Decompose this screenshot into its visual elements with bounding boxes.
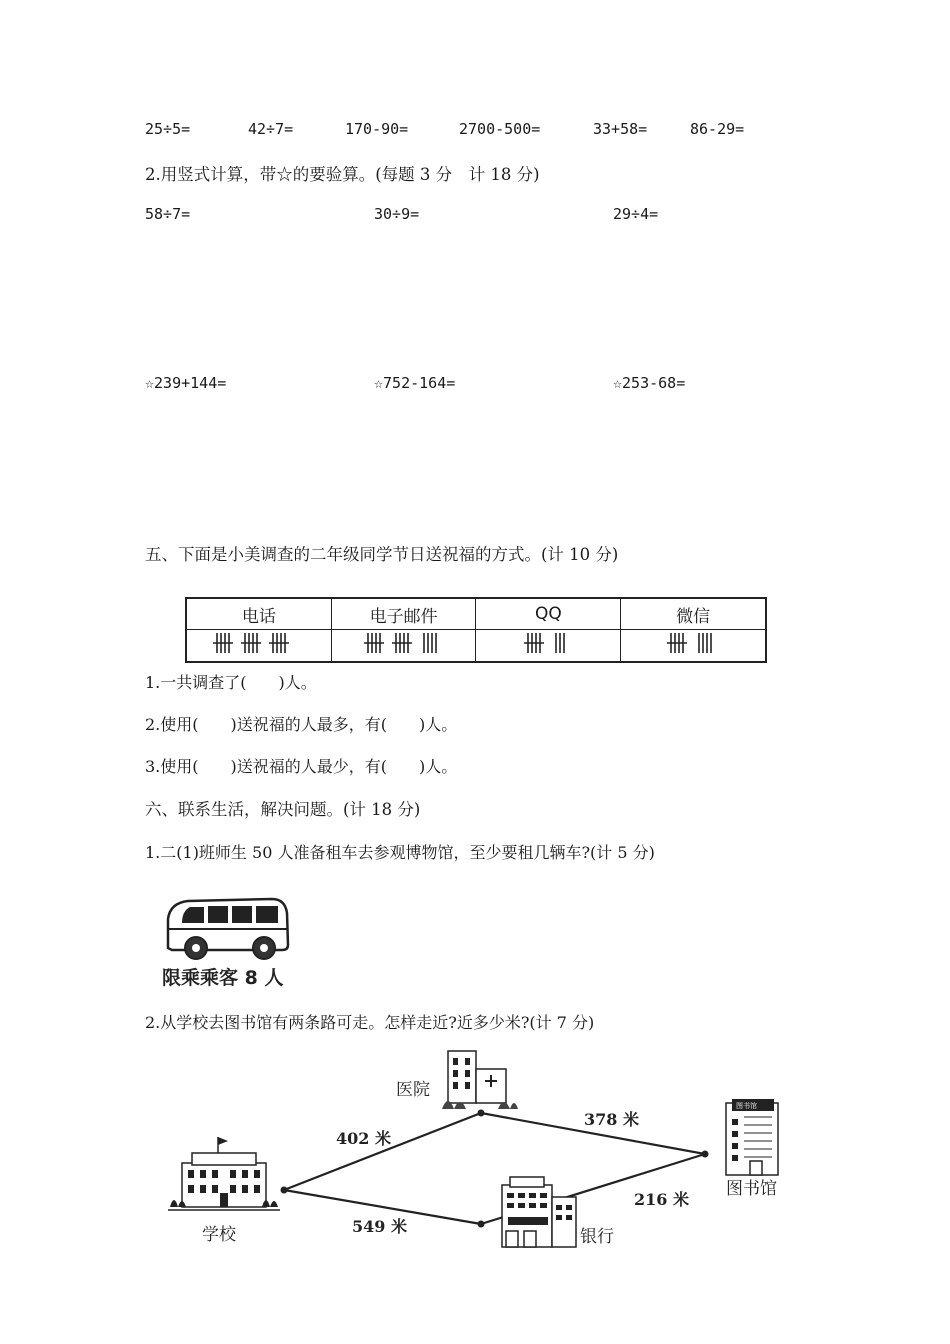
tally-header: 微信 bbox=[621, 598, 766, 630]
vertical-item: ☆253-68= bbox=[613, 374, 686, 392]
school-building-icon bbox=[168, 1137, 280, 1210]
school-label: 学校 bbox=[202, 1225, 236, 1245]
bank-building-icon bbox=[502, 1177, 576, 1247]
section6-q2: 2.从学校去图书馆有两条路可走。怎样走近?近多少米?(计 7 分) bbox=[145, 1013, 595, 1032]
distance-school-bank: 549 米 bbox=[352, 1217, 407, 1236]
library-building-icon bbox=[726, 1099, 778, 1175]
tally-header: 电子邮件 bbox=[331, 598, 476, 630]
vertical-calc-heading: 2.用竖式计算，带☆的要验算。(每题 3 分 计 18 分) bbox=[145, 165, 540, 184]
oral-item: 33+58= bbox=[593, 120, 648, 138]
route-map bbox=[160, 1045, 810, 1255]
tally-table bbox=[185, 597, 767, 663]
tally-cell bbox=[621, 630, 766, 663]
question-3: 3.使用( )送祝福的人最少，有( )人。 bbox=[145, 757, 458, 776]
vertical-item: 29÷4= bbox=[613, 205, 659, 223]
section6-q1: 1.二(1)班师生 50 人准备租车去参观博物馆，至少要租几辆车?(计 5 分) bbox=[145, 843, 655, 862]
route-school-hospital bbox=[284, 1113, 481, 1190]
library-label: 图书馆 bbox=[726, 1179, 777, 1199]
distance-bank-library: 216 米 bbox=[634, 1190, 689, 1209]
section6-heading: 六、联系生活，解决问题。(计 18 分) bbox=[145, 800, 421, 819]
tally-header: 电话 bbox=[186, 598, 331, 630]
tally-cell bbox=[186, 630, 331, 663]
tally-header: QQ bbox=[476, 598, 621, 630]
tally-cell bbox=[331, 630, 476, 663]
distance-school-hospital: 402 米 bbox=[336, 1129, 391, 1148]
question-1: 1.一共调查了( )人。 bbox=[145, 673, 317, 692]
library-sign: 图书馆 bbox=[736, 1102, 757, 1110]
distance-hospital-library: 378 米 bbox=[584, 1110, 639, 1129]
question-2: 2.使用( )送祝福的人最多，有( )人。 bbox=[145, 715, 458, 734]
oral-item: 170-90= bbox=[345, 120, 409, 138]
oral-item: 86-29= bbox=[690, 120, 745, 138]
bank-label: 银行 bbox=[580, 1227, 614, 1247]
vertical-item: 58÷7= bbox=[145, 205, 191, 223]
hospital-label: 医院 bbox=[396, 1080, 430, 1100]
vertical-item: ☆752-164= bbox=[374, 374, 456, 392]
tally-cell bbox=[476, 630, 621, 663]
vertical-item: 30÷9= bbox=[374, 205, 420, 223]
hospital-building-icon bbox=[442, 1051, 518, 1109]
oral-calc-row bbox=[145, 120, 845, 140]
oral-item: 2700-500= bbox=[459, 120, 541, 138]
oral-item: 25÷5= bbox=[145, 120, 191, 138]
section5-heading: 五、下面是小美调查的二年级同学节日送祝福的方式。(计 10 分) bbox=[145, 545, 619, 564]
oral-item: 42÷7= bbox=[248, 120, 294, 138]
vertical-item: ☆239+144= bbox=[145, 374, 227, 392]
bus-illustration bbox=[160, 893, 295, 961]
bus-caption: 限乘乘客 8 人 bbox=[162, 967, 284, 989]
